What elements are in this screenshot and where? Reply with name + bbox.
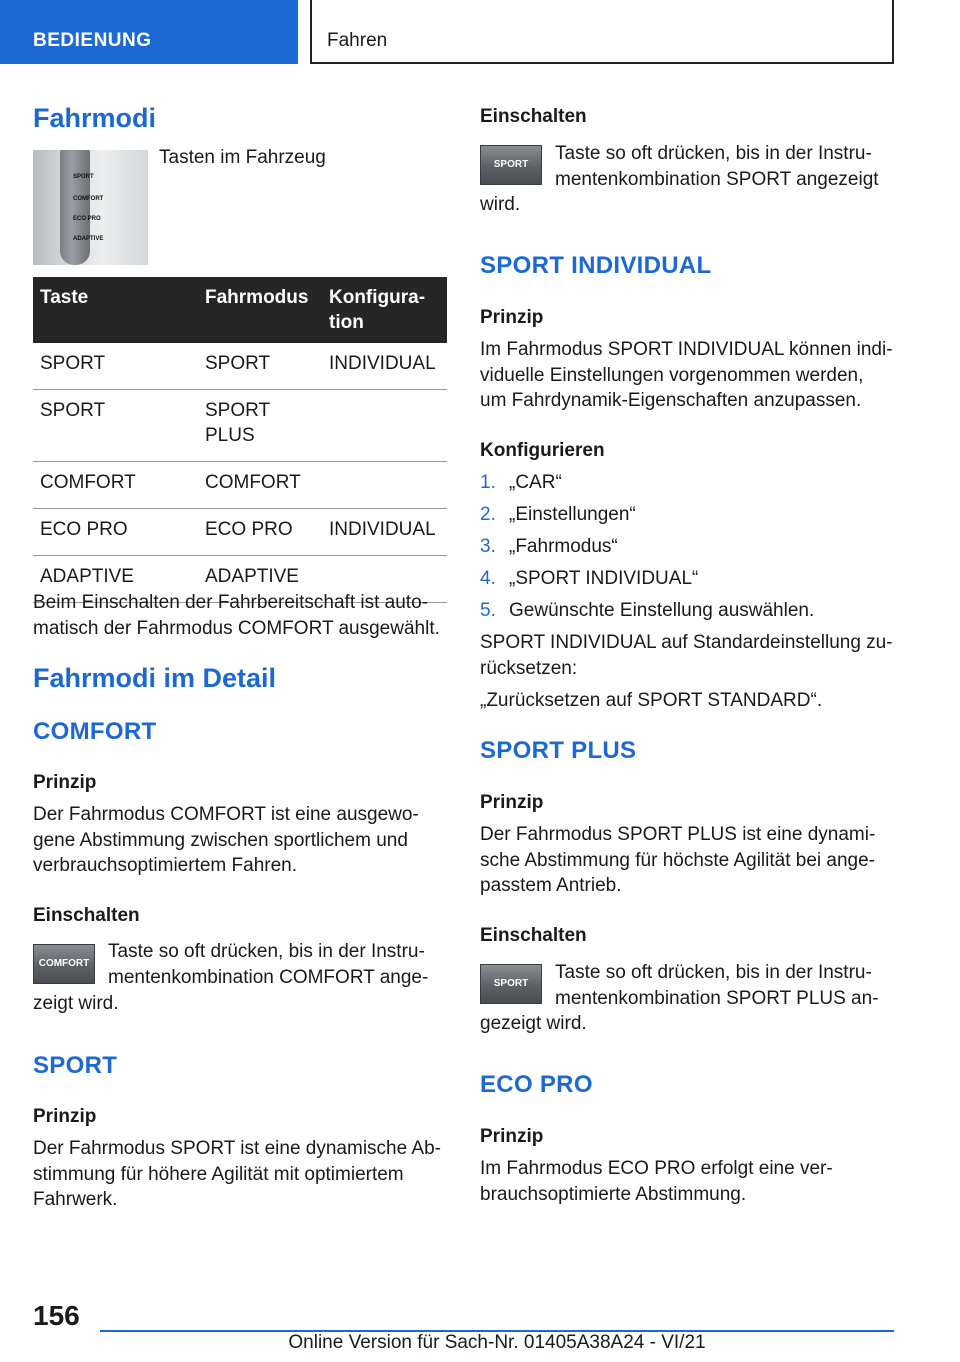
table-cell: COMFORT	[33, 462, 198, 509]
button-panel-photo	[33, 150, 148, 265]
comfort-prinzip-text: Der Fahrmodus COMFORT ist eine ausgewo- gene Abstimmung zwischen sportlichem und verbrauchsoptimiertem Fahren.	[33, 804, 419, 876]
eco-pro-heading: ECO PRO	[480, 1071, 593, 1098]
photo-label: COMFORT	[73, 196, 104, 202]
konfigurieren-label: Konfigurieren	[480, 440, 605, 461]
step-number: 4.	[480, 568, 496, 589]
sport-prinzip-text: Der Fahrmodus SPORT ist eine dynamische Ab- stimmung für höhere Agilität mit optimiertem Fahrwerk.	[33, 1138, 441, 1210]
table-cell: COMFORT	[198, 462, 322, 509]
section-title: Fahrmodi im Detail	[33, 663, 277, 693]
table-row	[33, 462, 447, 509]
plus-einschalten-label: Einschalten	[480, 925, 587, 946]
table-row	[33, 343, 447, 390]
reset-option: „Zurücksetzen auf SPORT STANDARD“.	[480, 690, 823, 711]
step-number: 2.	[480, 504, 496, 525]
sport-button-image: SPORT	[480, 145, 542, 185]
comfort-heading: COMFORT	[33, 718, 157, 745]
table-cell: SPORT	[33, 343, 198, 390]
table-header-cell: Konfigura- tion	[322, 277, 447, 343]
step-number: 1.	[480, 472, 496, 493]
table-cell: INDIVIDUAL	[322, 509, 447, 556]
table-header-cell: Fahrmodus	[198, 277, 322, 343]
eco-prinzip-label: Prinzip	[480, 1126, 544, 1147]
table-cell	[322, 390, 447, 462]
step-text: „Fahrmodus“	[509, 536, 618, 557]
table-cell: SPORT	[198, 343, 322, 390]
header-chapter-label: Fahren	[327, 30, 388, 51]
drive-modes-table	[33, 277, 447, 603]
comfort-button-image: COMFORT	[33, 944, 95, 984]
individual-prinzip-label: Prinzip	[480, 307, 544, 328]
sport-prinzip-label: Prinzip	[33, 1106, 97, 1127]
sport-einschalten-label: Einschalten	[480, 106, 587, 127]
page-number: 156	[33, 1300, 80, 1331]
photo-label: ADAPTIVE	[73, 236, 104, 242]
header-section-label: BEDIENUNG	[33, 30, 152, 51]
table-cell: ADAPTIVE	[33, 556, 198, 603]
plus-einschalten-text: Taste so oft drücken, bis in der Instru- mentenkombination SPORT PLUS an-	[555, 962, 879, 1009]
photo-label: ECO PRO	[73, 216, 101, 222]
comfort-prinzip-label: Prinzip	[33, 772, 97, 793]
plus-button-image: SPORT	[480, 964, 542, 1004]
comfort-einschalten-label: Einschalten	[33, 905, 140, 926]
plus-einschalten-tail: gezeigt wird.	[480, 1013, 587, 1034]
comfort-einschalten-tail: zeigt wird.	[33, 993, 119, 1014]
sport-plus-heading: SPORT PLUS	[480, 737, 637, 764]
step-text: „SPORT INDIVIDUAL“	[509, 568, 699, 589]
reset-text: SPORT INDIVIDUAL auf Standardeinstellung zu- rücksetzen:	[480, 632, 893, 679]
table-cell: SPORT	[33, 390, 198, 462]
eco-prinzip-text: Im Fahrmodus ECO PRO erfolgt eine ver- brauchsoptimierte Abstimmung.	[480, 1158, 833, 1205]
table-cell: INDIVIDUAL	[322, 343, 447, 390]
sport-heading: SPORT	[33, 1052, 118, 1079]
table-header-cell: Taste	[33, 277, 198, 343]
photo-label: SPORT	[73, 174, 94, 180]
step-number: 3.	[480, 536, 496, 557]
plus-prinzip-text: Der Fahrmodus SPORT PLUS ist eine dynami- sche Abstimmung für höchste Agilität bei ange- passtem Antrieb.	[480, 824, 876, 896]
table-cell: ECO PRO	[198, 509, 322, 556]
plus-prinzip-label: Prinzip	[480, 792, 544, 813]
button-panel-strip	[60, 150, 90, 265]
table-cell: ADAPTIVE	[198, 556, 322, 603]
step-text: „CAR“	[509, 472, 562, 493]
table-cell: SPORT PLUS	[198, 390, 322, 462]
sport-einschalten-tail: wird.	[480, 194, 521, 215]
comfort-einschalten-text: Taste so oft drücken, bis in der Instru- mentenkombination COMFORT ange-	[108, 941, 429, 988]
footer-version-text: Online Version für Sach-Nr. 01405A38A24 - VI/21	[288, 1332, 706, 1353]
sport-einschalten-text: Taste so oft drücken, bis in der Instru- mentenkombination SPORT angezeigt	[555, 143, 879, 190]
table-row	[33, 390, 447, 462]
page-title: Fahrmodi	[33, 103, 157, 133]
table-row	[33, 509, 447, 556]
individual-prinzip-text: Im Fahrmodus SPORT INDIVIDUAL können indi- viduelle Einstellungen vorgenommen werden, um Fahrdynamik-Eigenschaften anzupassen.	[480, 339, 893, 411]
table-cell: ECO PRO	[33, 509, 198, 556]
table-cell	[322, 462, 447, 509]
image-caption: Tasten im Fahrzeug	[159, 147, 326, 168]
header-chapter-box	[310, 0, 894, 64]
step-text: Gewünschte Einstellung auswählen.	[509, 600, 815, 621]
individual-heading: SPORT INDIVIDUAL	[480, 252, 712, 279]
table-header-row	[33, 277, 447, 343]
intro-paragraph: Beim Einschalten der Fahrbereitschaft ist auto- matisch der Fahrmodus COMFORT ausgewählt.	[33, 592, 440, 639]
step-number: 5.	[480, 600, 496, 621]
header-section-tab	[0, 0, 298, 64]
step-text: „Einstellungen“	[509, 504, 636, 525]
